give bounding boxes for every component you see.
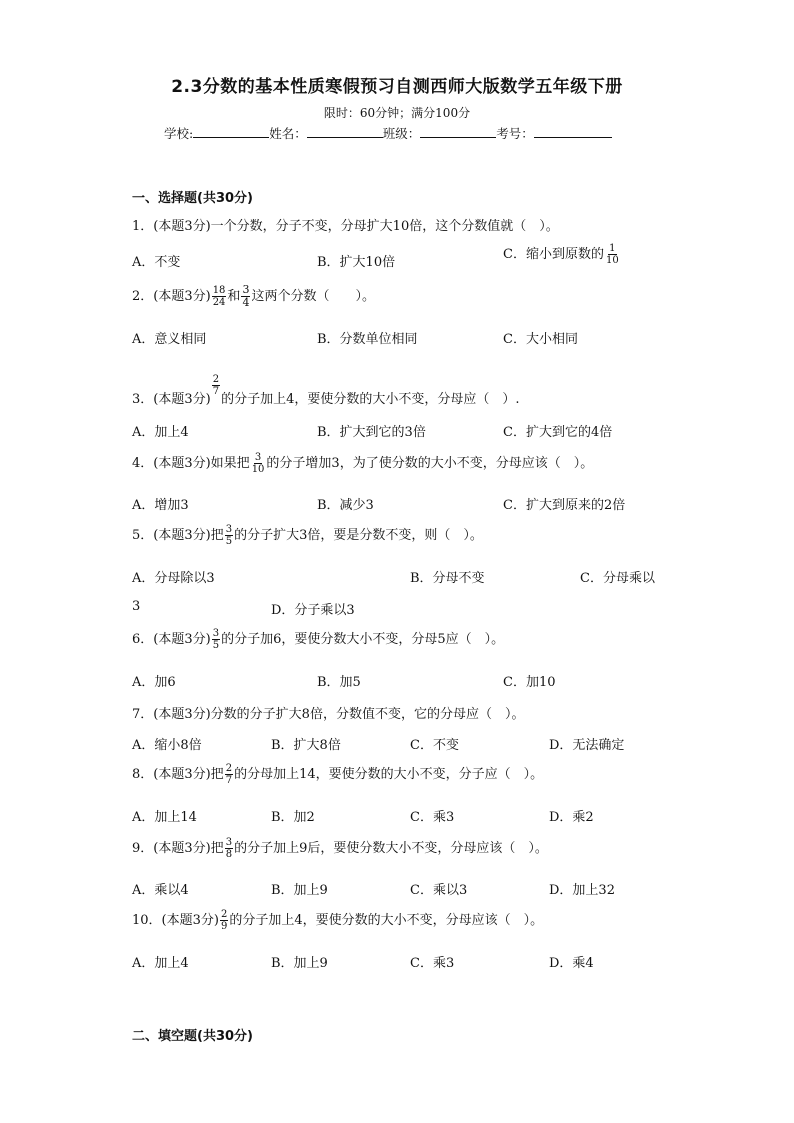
q10-option-b[interactable]: B．加上9: [271, 956, 328, 971]
question-4: 4．(本题3分)如果把 $\frac{3}{10}$ 的分子增加3，为了使分数的大小不变，分母应该（ ）。: [132, 452, 594, 475]
section-title-fill-blank: 二、填空题(共30分): [132, 1029, 253, 1044]
fraction: $\frac{1}{10}$: [605, 243, 619, 266]
q1-option-a[interactable]: A．不变: [132, 255, 181, 270]
fraction: $\frac{2}{7}$: [225, 763, 233, 786]
fraction: $\frac{3}{10}$: [251, 452, 265, 475]
question-7: 7．(本题3分)分数的分子扩大8倍，分数值不变，它的分母应（ ）。: [132, 707, 525, 722]
q1-option-c[interactable]: [503, 243, 621, 266]
question-3: 3．(本题3分) $\frac{2}{7}$ 的分子加上4，要使分数的大小不变，分母应（ ）.: [132, 374, 520, 407]
q1-option-c-text: C．缩小到原数的: [503, 247, 604, 262]
fraction: $\frac{3}{4}$: [242, 283, 250, 309]
name-label: 姓名：: [269, 126, 307, 141]
school-blank[interactable]: [193, 124, 269, 138]
name-blank[interactable]: [307, 124, 383, 138]
section-title-choice: 一、选择题(共30分): [132, 191, 253, 206]
page-title: 2.3分数的基本性质寒假预习自测西师大版数学五年级下册: [171, 77, 623, 97]
q7-option-b[interactable]: B．扩大8倍: [271, 738, 341, 753]
q6-option-c[interactable]: C．加10: [503, 675, 556, 690]
q5-option-a[interactable]: A．分母除以3: [132, 571, 215, 586]
q6-option-b[interactable]: B．加5: [317, 675, 361, 690]
exam-no-blank[interactable]: [534, 124, 612, 138]
q10-option-c[interactable]: C．乘3: [410, 956, 455, 971]
fraction: $\frac{2}{7}$: [212, 374, 220, 397]
q9-option-b[interactable]: B．加上9: [271, 883, 328, 898]
fraction: $\frac{3}{5}$: [225, 524, 233, 547]
q3-option-a[interactable]: A．加上4: [132, 425, 189, 440]
time-limit: 限时：60分钟；满分100分: [323, 106, 471, 120]
q5-option-b[interactable]: B．分母不变: [410, 571, 485, 586]
q7-option-c[interactable]: C．不变: [410, 738, 459, 753]
q8-option-c[interactable]: C．乘3: [410, 810, 455, 825]
class-label: 班级：: [382, 126, 421, 141]
q2-option-c[interactable]: C．大小相同: [503, 332, 578, 347]
q3-option-c[interactable]: C．扩大到它的4倍: [503, 425, 613, 440]
q8-option-a[interactable]: A．加上14: [132, 810, 197, 825]
q9-option-a[interactable]: A．乘以4: [132, 883, 189, 898]
question-2: 2．(本题3分) $\frac{18}{24}$ 和 $\frac{3}{4}$ 这两个分数（ ）。: [132, 283, 375, 309]
exam-no-label: 考号：: [496, 126, 534, 141]
student-info-line: [164, 124, 612, 142]
q7-option-d[interactable]: D．无法确定: [549, 738, 625, 753]
q4-option-c[interactable]: C．扩大到原来的2倍: [503, 498, 626, 513]
school-label: 学校:: [164, 126, 194, 141]
q10-option-d[interactable]: D．乘4: [549, 956, 594, 971]
fraction: $\frac{3}{5}$: [212, 628, 220, 651]
q5-option-c[interactable]: C．分母乘以: [580, 571, 655, 586]
question-8: 8．(本题3分)把 $\frac{2}{7}$ 的分母加上14，要使分数的大小不变，分子应（ ）。: [132, 763, 544, 786]
q1-option-b[interactable]: B．扩大10倍: [317, 255, 396, 270]
question-9: 9．(本题3分)把 $\frac{3}{8}$ 的分子加上9后，要使分数大小不变，分母应该（ ）。: [132, 837, 548, 860]
q8-option-d[interactable]: D．乘2: [549, 810, 594, 825]
q2-option-b[interactable]: B．分数单位相同: [317, 332, 418, 347]
q6-option-a[interactable]: A．加6: [132, 675, 176, 690]
fraction: $\frac{2}{9}$: [220, 909, 228, 932]
q10-option-a[interactable]: A．加上4: [132, 956, 189, 971]
q4-option-b[interactable]: B．减少3: [317, 498, 374, 513]
q3-option-b[interactable]: B．扩大到它的3倍: [317, 425, 426, 440]
q8-option-b[interactable]: B．加2: [271, 810, 315, 825]
question-1: 1．(本题3分)一个分数，分子不变，分母扩大10倍，这个分数值就（ ）。: [132, 219, 559, 234]
q5-option-c-continued: 3: [132, 599, 141, 614]
q4-option-a[interactable]: A．增加3: [132, 498, 189, 513]
q9-option-c[interactable]: C．乘以3: [410, 883, 468, 898]
question-5: 5．(本题3分)把 $\frac{3}{5}$ 的分子扩大3倍，要是分数不变，则（ ）。: [132, 524, 483, 547]
fraction: $\frac{18}{24}$: [212, 285, 226, 308]
q2-option-a[interactable]: A．意义相同: [132, 332, 207, 347]
question-10: 10．(本题3分) $\frac{2}{9}$ 的分子加上4，要使分数的大小不变，分母应该（ ）。: [132, 909, 544, 932]
class-blank[interactable]: [420, 124, 496, 138]
q9-option-d[interactable]: D．加上32: [549, 883, 615, 898]
question-6: 6．(本题3分) $\frac{3}{5}$ 的分子加6，要使分数大小不变，分母5应（ ）。: [132, 628, 505, 651]
fraction: $\frac{3}{8}$: [225, 837, 233, 860]
q7-option-a[interactable]: A．缩小8倍: [132, 738, 202, 753]
q5-option-d[interactable]: D．分子乘以3: [271, 603, 355, 618]
